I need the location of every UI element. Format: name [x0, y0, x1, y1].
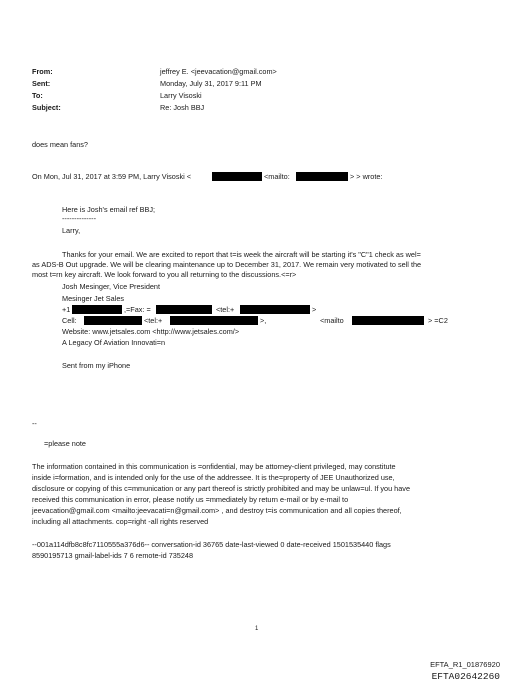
redaction-box — [296, 172, 348, 181]
subject-value: Re: Josh BBJ — [160, 103, 205, 112]
phone-prefix: +1 — [62, 305, 71, 314]
greeting-line: Larry, — [62, 226, 81, 235]
website-line: Website: www.jetsales.com <http://www.jetsales.com/> — [62, 327, 240, 336]
sent-label: Sent: — [32, 79, 51, 88]
sent-from-line: Sent from my iPhone — [62, 361, 131, 370]
redaction-box — [240, 305, 310, 314]
metadata-line: 8590195713 gmail-label-ids 7 6 remote-id 735248 — [32, 551, 194, 560]
please-note: =please note — [44, 439, 86, 448]
tel-close: > — [312, 305, 317, 314]
mailto-label: <mailto — [320, 316, 344, 325]
subject-label: Subject: — [32, 103, 61, 112]
redaction-box — [170, 316, 258, 325]
redaction-box — [72, 305, 122, 314]
dashes-line: -------------- — [62, 214, 97, 223]
to-label: To: — [32, 91, 43, 100]
cell-tel: <tel:+ — [144, 316, 163, 325]
from-value: jeffrey E. <jeevacation@gmail.com> — [160, 67, 277, 76]
cell-gt: >, — [260, 316, 267, 325]
signature-name: Josh Mesinger, Vice President — [62, 282, 161, 291]
quote-wrote: > > wrote: — [350, 172, 383, 181]
metadata-line: --001a114dfb8c8fc7110555a376d6-- conversation-id 36765 date-last-viewed 0 date-received 1501535440 flags — [32, 540, 391, 549]
disclaimer-line: received this communication in error, please notify us =mmediately by return e-mail or by e-mail to — [32, 495, 349, 504]
signature-separator: -- — [32, 419, 37, 428]
signature-company: Mesinger Jet Sales — [62, 294, 125, 303]
fax-label: ,=Fax: = — [124, 305, 151, 314]
redaction-box — [212, 172, 262, 181]
paragraph-line: Thanks for your email. We are excited to report that t=is week the aircraft will be starting it's "C"1 check as wel= — [62, 250, 421, 259]
disclaimer-line: jeevacation@gmail.com <mailto:jeevacati=n@gmail.com> , and destroy t=is communication and all copies thereof, — [32, 506, 402, 515]
quote-mailto: <mailto: — [264, 172, 290, 181]
disclaimer-line: The information contained in this communication is =onfidential, may be attorney-client privileged, may constitute — [32, 462, 396, 471]
disclaimer-line: inside i=formation, and is intended only for the use of the addressee. It is the=property of JEE Unauthorized use, — [32, 473, 395, 482]
disclaimer-line: disclosure or copying of this c=mmunication or any part thereof is strictly prohibited and may be unlaw=ul. If you have — [32, 484, 411, 493]
legacy-line: A Legacy Of Aviation Innovati=n — [62, 338, 166, 347]
redaction-box — [156, 305, 212, 314]
from-label: From: — [32, 67, 53, 76]
paragraph-line: most t=rn key aircraft. We look forward to you all returning to the discussions.<=r> — [32, 270, 297, 279]
quote-prefix: On Mon, Jul 31, 2017 at 3:59 PM, Larry Visoski < — [32, 172, 192, 181]
here-is-line: Here is Josh's email ref BBJ; — [62, 205, 156, 214]
page-number: 1 — [255, 626, 259, 632]
redaction-box — [352, 316, 424, 325]
redaction-box — [84, 316, 142, 325]
reply-text: does mean fans? — [32, 140, 88, 149]
cell-label: Cell: — [62, 316, 77, 325]
sent-value: Monday, July 31, 2017 9:11 PM — [160, 79, 262, 88]
bates-ref-2: EFTA02642260 — [431, 671, 500, 682]
to-value: Larry Visoski — [160, 91, 202, 100]
disclaimer-line: including all attachments. cop=right -all rights reserved — [32, 517, 209, 526]
c2-text: > =C2 — [428, 316, 448, 325]
tel-label: <tel:+ — [216, 305, 235, 314]
paragraph-line: as ADS-B Out upgrade. We will be clearing maintenance up to December 31, 2017. We remain very motivated to sell the — [32, 260, 422, 269]
bates-ref-1: EFTA_R1_01876920 — [430, 660, 500, 669]
